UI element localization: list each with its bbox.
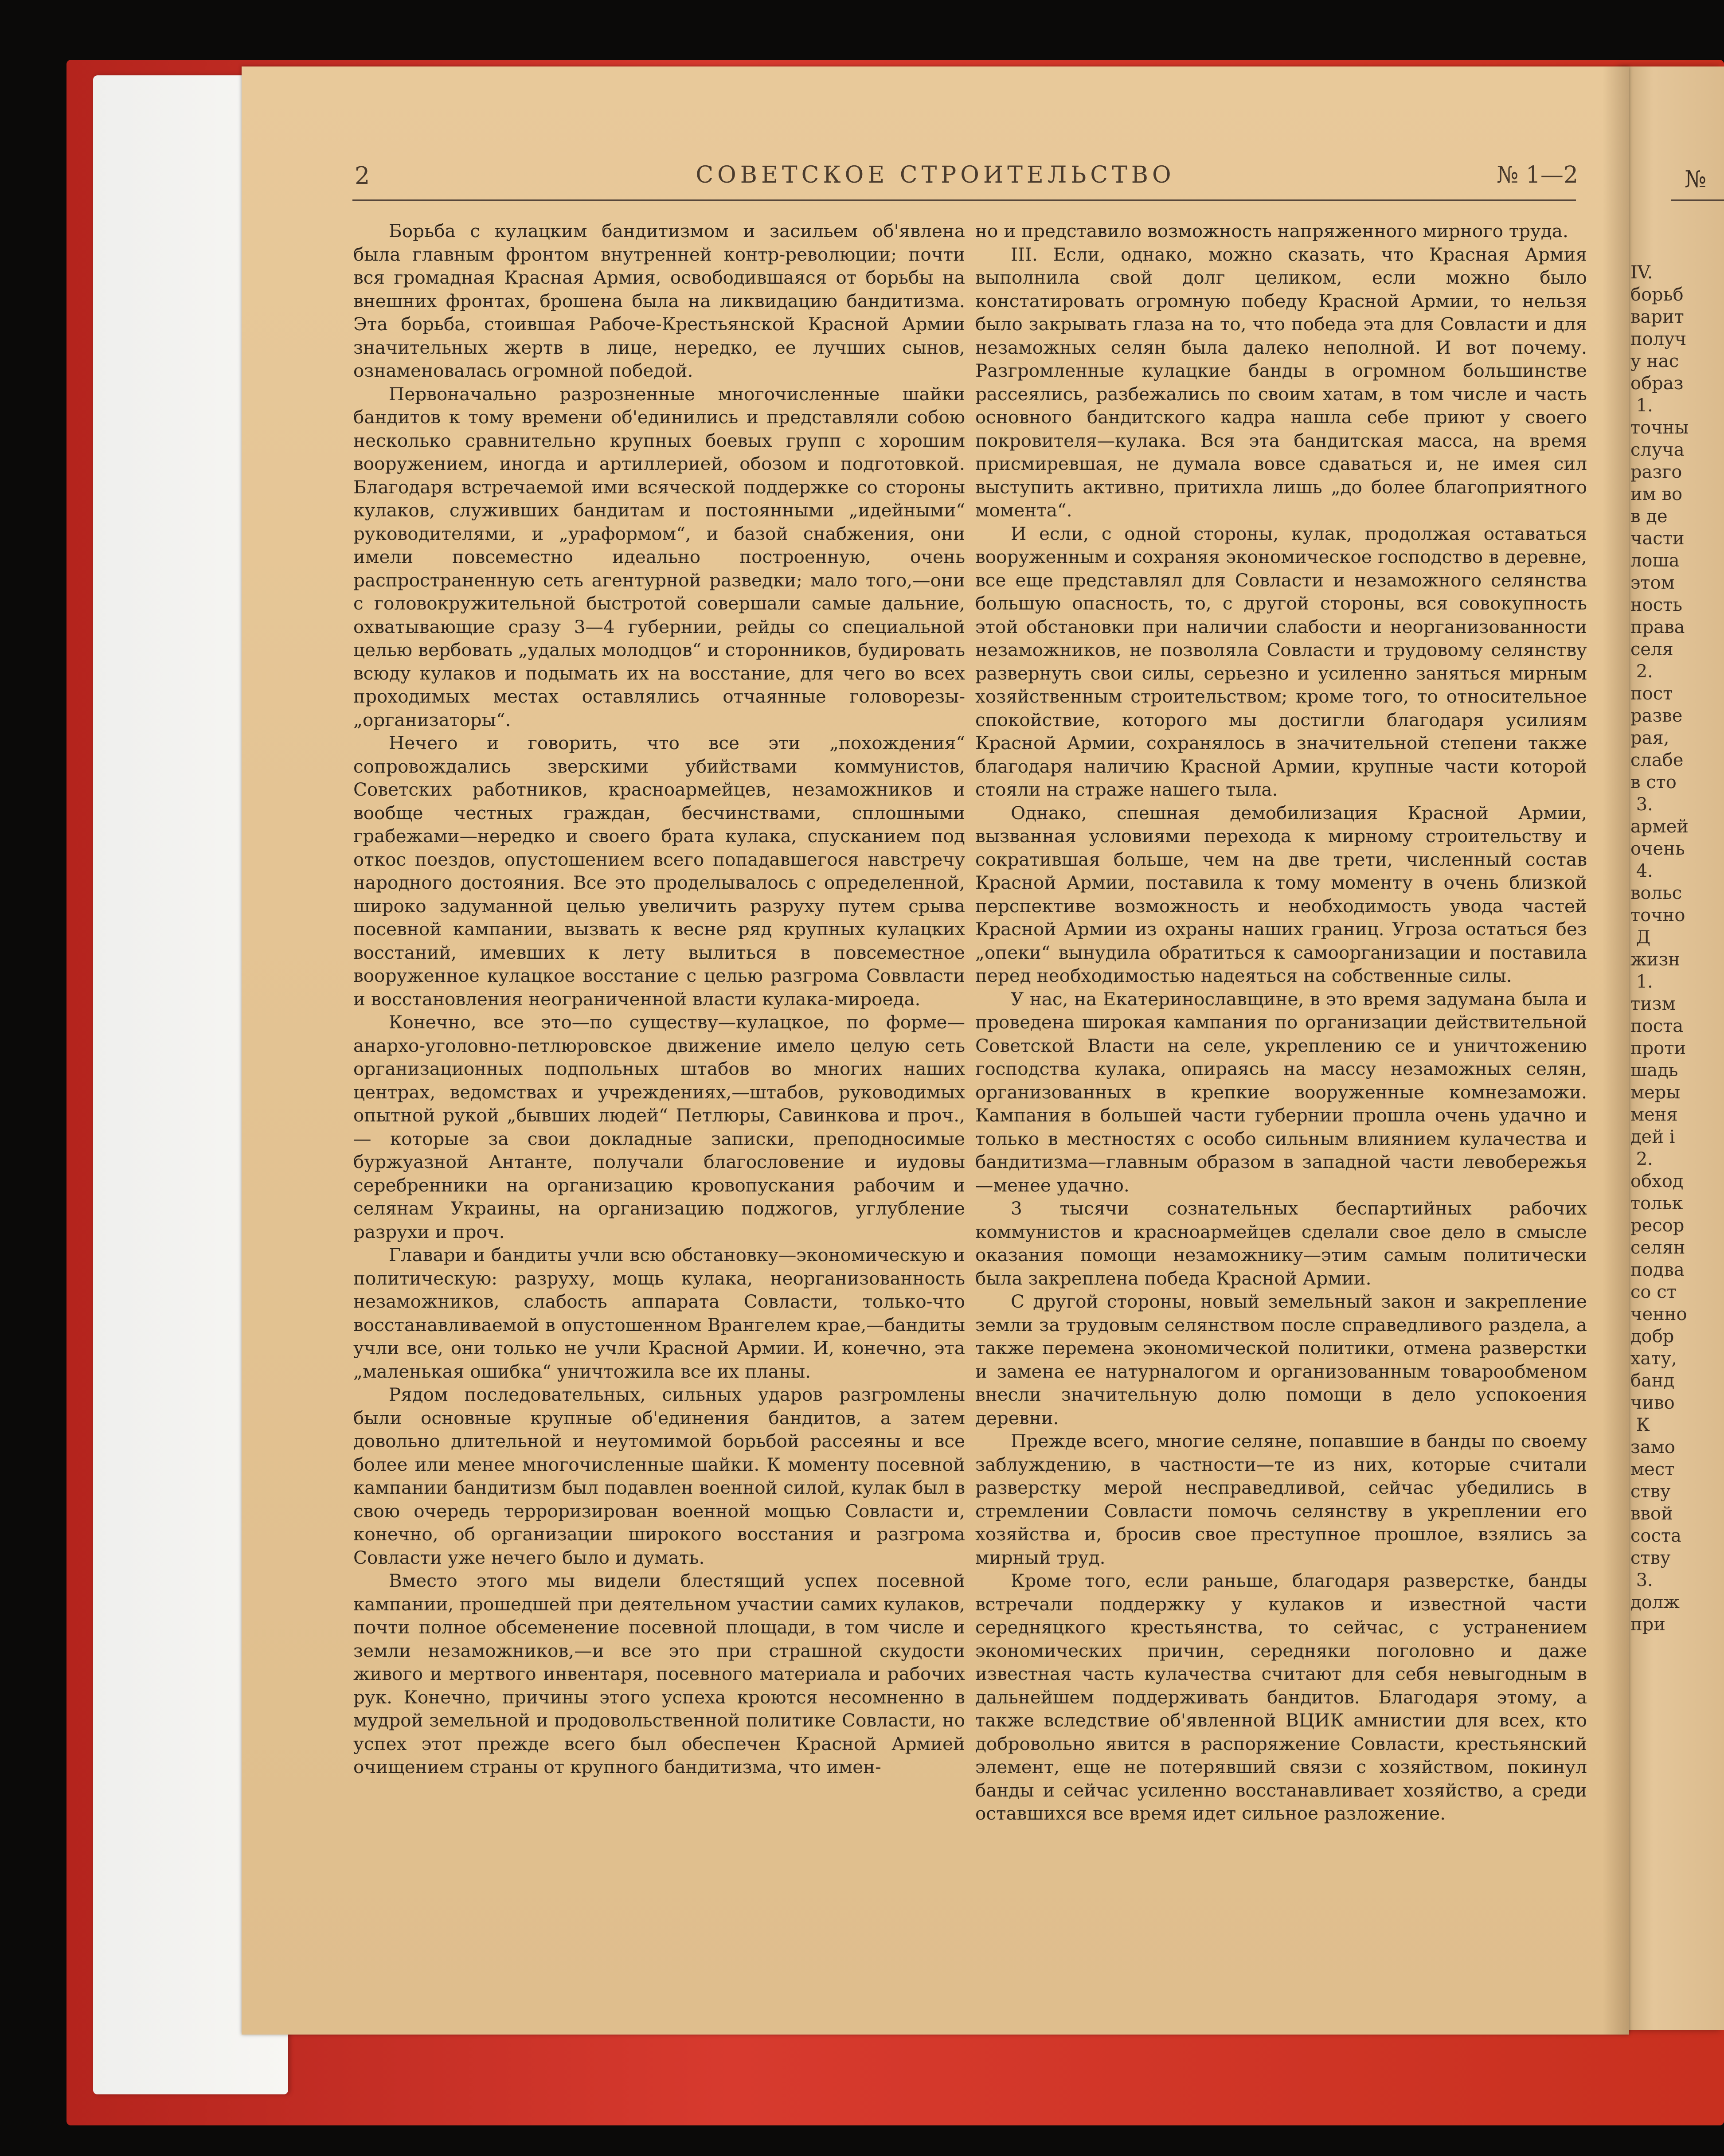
paragraph: Главари и бандиты учли всю обстановку—экономическую и политическую: разруху, мощь кулака, неорганизованность незаможников, слабость аппарата Совласти, только-что восстанавливаемой в опустошенном Врангелем крае,—бандиты учли все, они только не учли Красной Армии. И, конечно, эта „маленькая ошибка“ уничтожила все их планы. bbox=[353, 1244, 965, 1382]
paragraph: У нас, на Екатеринославщине, в это время задумана была и проведена широкая кампания по организации действительной Советской Власти на селе, укреплению се и уничтожению господства кулака, опираясь на массу незаможных селян, организованных в крепкие вооруженные комнезаможи. Кампания в большей части губернии прошла очень удачно и только в местностях с особо сильным влиянием кулачества и бандитизма—главным образом в западной части левобережья—менее удачно. bbox=[975, 988, 1587, 1196]
paragraph: 3 тысячи сознательных беспартийных рабочих коммунистов и красноармейцев сделали свое дело в смысле оказания помощи незаможнику—этим самым политически была закреплена победа Красной Армии. bbox=[975, 1198, 1587, 1289]
paragraph: Прежде всего, многие селяне, попавшие в банды по своему заблуждению, в частности—те из них, которые считали разверстку мерой несправедливой, сейчас убедились в стремлении Совласти помочь селянству в укреплении его хозяйства и, бросив свое преступное прошлое, взялись за мирный труд. bbox=[975, 1430, 1587, 1568]
issue-number: № 1—2 bbox=[1497, 162, 1578, 188]
header-rule bbox=[352, 199, 1576, 201]
paragraph: Рядом последовательных, сильных ударов разгромлены были основные крупные об'единения бандитов, а затем довольно длительной и неутомимой борьбой рассеяны и все более или менее многочисленные шайки. К моменту посевной кампании бандитизм был подавлен военной силой, кулак был в свою очередь терроризирован военной мощью Совласти и, конечно, об организации широкого восстания и разгрома Совласти уже нечего было и думать. bbox=[353, 1384, 965, 1568]
paragraph: Нечего и говорить, что все эти „похождения“ сопровождались зверскими убийствами коммунистов, Советских работников, красноармейцев, незаможников и вообще честных граждан, бесчинствами, сплошными грабежами—нередко и своего брата кулака, спусканием под откос поездов, опустошением всего попадавшегося навстречу народного достояния. Все это проделывалось с определенной, широко задуманной целью увеличить разруху путем срыва посевной кампании, вызвать к весне ряд крупных кулацких восстаний, имевших к лету вылиться в повсеместное вооруженное кулацкое восстание с целью разгрома Соввласти и восстановления неограниченной власти кулака-мироеда. bbox=[353, 732, 965, 1010]
paragraph: Однако, спешная демобилизация Красной Армии, вызванная условиями перехода к мирному строительству и сократившая больше, чем на две трети, численный состав Красной Армии, поставила к тому моменту в очень близкой перспективе возможность и необходимость увода частей Красной Армии из охраны наших границ. Угроза остаться без „опеки“ вынудила обратиться к самоорганизации и поставила перед необходимостью надеяться на собственные силы. bbox=[975, 802, 1587, 986]
paragraph: С другой стороны, новый земельный закон и закрепление земли за трудовым селянством после справедливого раздела, а также перемена экономической политики, отмена разверстки и замена ее натурналогом и организованным товарообменом внесли значительную долю помощи в дело успокоения деревни. bbox=[975, 1291, 1587, 1429]
journal-page bbox=[242, 66, 1629, 2035]
paragraph: Вместо этого мы видели блестящий успех посевной кампании, прошедшей при деятельном участии самих кулаков, почти полное обсеменение посевной площади, в том числе и земли незаможников,—и все это при страшной скудости живого и мертвого инвентаря, посевного материала и рабочих рук. Конечно, причины этого успеха кроются несомненно в мудрой земельной и продовольственной политике Совласти, но успех этот прежде всего был обеспечен Красной Армией очищением страны от крупного бандитизма, что имен- bbox=[353, 1570, 965, 1777]
paragraph: Первоначально разрозненные многочисленные шайки бандитов к тому времени об'единились и представляли собою несколько сравнительно крупных боевых групп с хорошим вооружением, иногда и артиллерией, обозом и подготовкой. Благодаря встречаемой ими всяческой поддержке со стороны кулаков, служивших бандитам и постоянными „идейными“ руководителями, и „ураформом“, и базой снабжения, они имели повсеместно идеально построенную, очень распространенную сеть агентурной разведки; мало того,—они с головокружительной быстротой совершали самые дальние, охватывающие сразу 3—4 губернии, рейды со специальной целью вербовать „удалых молодцов“ и сторонников, будировать всюду кулаков и подымать их на восстание, для чего во всех проходимых местах оставлялись отчаянные головорезы-„организаторы“. bbox=[353, 383, 965, 730]
paragraph: Борьба с кулацким бандитизмом и засильем об'явлена была главным фронтом внутренней контр-революции; почти вся громадная Красная Армия, освободившаяся от борьбы на внешних фронтах, брошена была на ликвидацию бандитизма. Эта борьба, стоившая Рабоче-Крестьянской Красной Армии значительных жертв в лице, нередко, ее лучших сынов, ознаменовалась огромной победой. bbox=[353, 220, 965, 381]
journal-title: СОВЕТСКОЕ СТРОИТЕЛЬСТВО bbox=[696, 162, 1175, 188]
adjacent-page-text: IV. борьб варит получ у нас образ 1. точны случа разго им во в де части лоша этом ность права селя 2. пост разве рая, слабе в сто 3. армей очень 4. вольс точно Д жизн 1. тизм поста проти шадь меры меня дей і 2. обход тольк ресор селян подва со ст ченно добр хату, банд чиво К замо мест ству ввой соста ству 3. долж при bbox=[1630, 262, 1689, 1635]
page-number: 2 bbox=[355, 162, 370, 190]
page-masthead bbox=[242, 66, 1629, 199]
paragraph: Кроме того, если раньше, благодаря разверстке, банды встречали поддержку у кулаков и известной части середняцкого крестьянства, то сейчас, с устранением экономических причин, середняки поголовно и даже известная часть кулачества считают для себя невыгодным в дальнейшем поддерживать бандитов. Благодаря этому, а также вследствие об'явленной ВЦИК амнистии для всех, кто добровольно явится в распоряжение Совласти, крестьянский элемент, еще не потерявший связи с хозяйством, покинул банды и сейчас усиленно восстанавливает хозяйство, а среди оставшихся все время идет сильное разложение. bbox=[975, 1570, 1587, 1824]
adjacent-page-header: № bbox=[1685, 166, 1707, 193]
paragraph-continuation: но и представило возможность напряженного мирного труда. bbox=[975, 220, 1568, 242]
adjacent-page-rule bbox=[1671, 199, 1724, 201]
right-column bbox=[975, 219, 1587, 1825]
adjacent-page-edge bbox=[1622, 66, 1724, 2030]
paragraph: Конечно, все это—по существу—кулацкое, по форме—анархо-уголовно-петлюровское движение имело целую сеть организационных подпольных штабов во многих наших центрах, ведомствах и учреждениях,—штабов, руководимых опытной рукой „бывших людей“ Петлюры, Савинкова и проч.,— которые за свои докладные записки, преподносимые буржуазной Антанте, получали благословение и иудовы серебренники на организацию кровопускания рабочим и селянам Украины, на организацию поджогов, углубление разрухи и проч. bbox=[353, 1012, 965, 1242]
paragraph: И если, с одной стороны, кулак, продолжая оставаться вооруженным и сохраняя экономическое господство в деревне, все еще представлял для Совласти и незаможного селянства большую опасность, то, с другой стороны, вся совокупность этой обстановки при наличии слабости и неорганизованности незаможников, не позволяла Совласти и трудовому селянству развернуть свои силы, серьезно и усиленно заняться мирным хозяйственным строительством; кроме того, то относительное спокойствие, которого мы достигли благодаря усилиям Красной Армии, сохранялось в значительной степени также благодаря наличию Красной Армии, крупные части которой стояли на страже нашего тыла. bbox=[975, 523, 1587, 800]
left-column bbox=[353, 219, 965, 1779]
paragraph: III. Если, однако, можно сказать, что Красная Армия выполнила свой долг целиком, если можно было констатировать огромную победу Красной Армии, то нельзя было закрывать глаза на то, что победа эта для Совласти и для незаможных селян была далеко неполной. И вот почему. Разгромленные кулацкие банды в огромном большинстве рассеялись, разбежались по своим хатам, в том числе и часть основного бандитского кадра нашла себе приют у своего покровителя—кулака. Вся эта бандитская масса, на время присмиревшая, не думала вовсе сдаваться и, не имея сил выступить активно, притихла лишь „до более благоприятного момента“. bbox=[975, 243, 1587, 521]
